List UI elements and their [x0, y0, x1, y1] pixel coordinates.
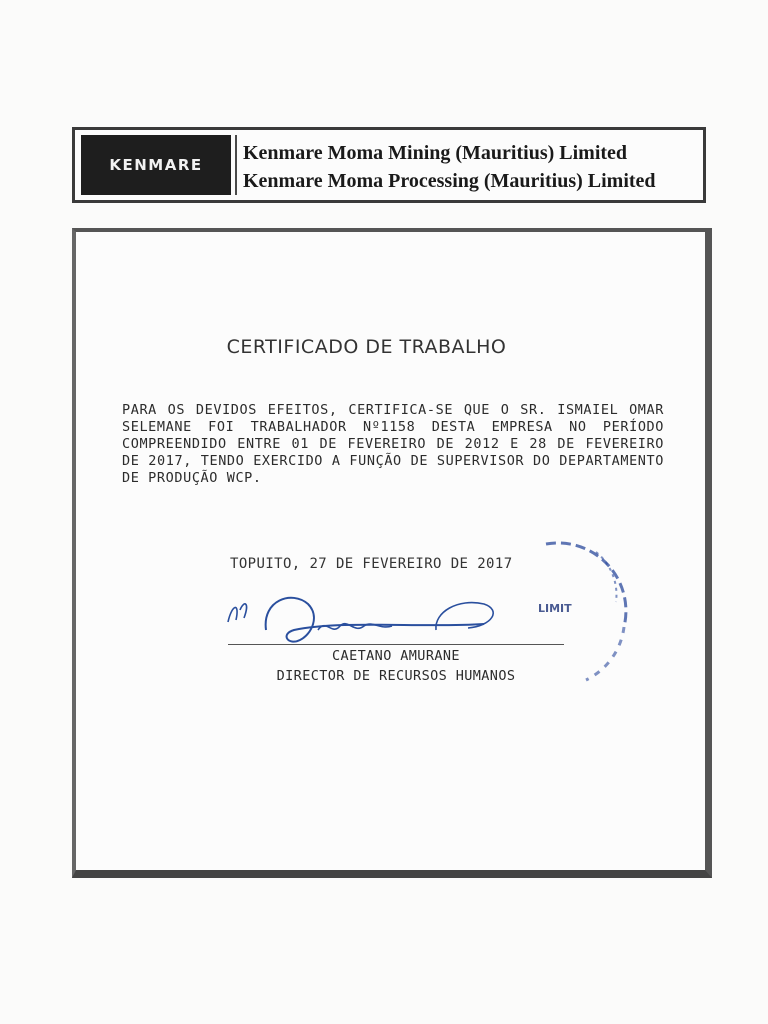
certificate-body: PARA OS DEVIDOS EFEITOS, CERTIFICA-SE QUE O SR. ISMAIEL OMAR SELEMANE FOI TRABALHADOR Nº1158 DESTA EMPRESA NO PERÍODO COMPREENDIDO ENTRE 01 DE FEVEREIRO DE 2012 E 28 DE FEVEREIRO DE 2017, TENDO EXERCIDO A FUNÇÃO DE SUPERVISOR DO DEPARTAMENTO DE PRODUÇÃO WCP.	[122, 402, 664, 486]
handwritten-signature	[222, 590, 522, 650]
stamp-text: LIMIT	[538, 602, 572, 615]
certificate-title: CERTIFICADO DE TRABALHO	[226, 336, 507, 358]
company-line-processing: Kenmare Moma Processing (Mauritius) Limited	[243, 170, 656, 192]
signature-line	[228, 644, 564, 645]
company-line-mining: Kenmare Moma Mining (Mauritius) Limited	[243, 142, 628, 164]
kenmare-logo	[81, 135, 231, 195]
company-names	[237, 130, 656, 200]
certificate-frame	[72, 228, 712, 878]
company-header	[72, 127, 706, 203]
logo-text: KENMARE	[109, 156, 203, 174]
place-date: TOPUITO, 27 DE FEVEREIRO DE 2017	[230, 556, 513, 572]
signer-role: DIRECTOR DE RECURSOS HUMANOS	[276, 668, 516, 684]
signer-name: CAETANO AMURANE	[332, 648, 460, 664]
